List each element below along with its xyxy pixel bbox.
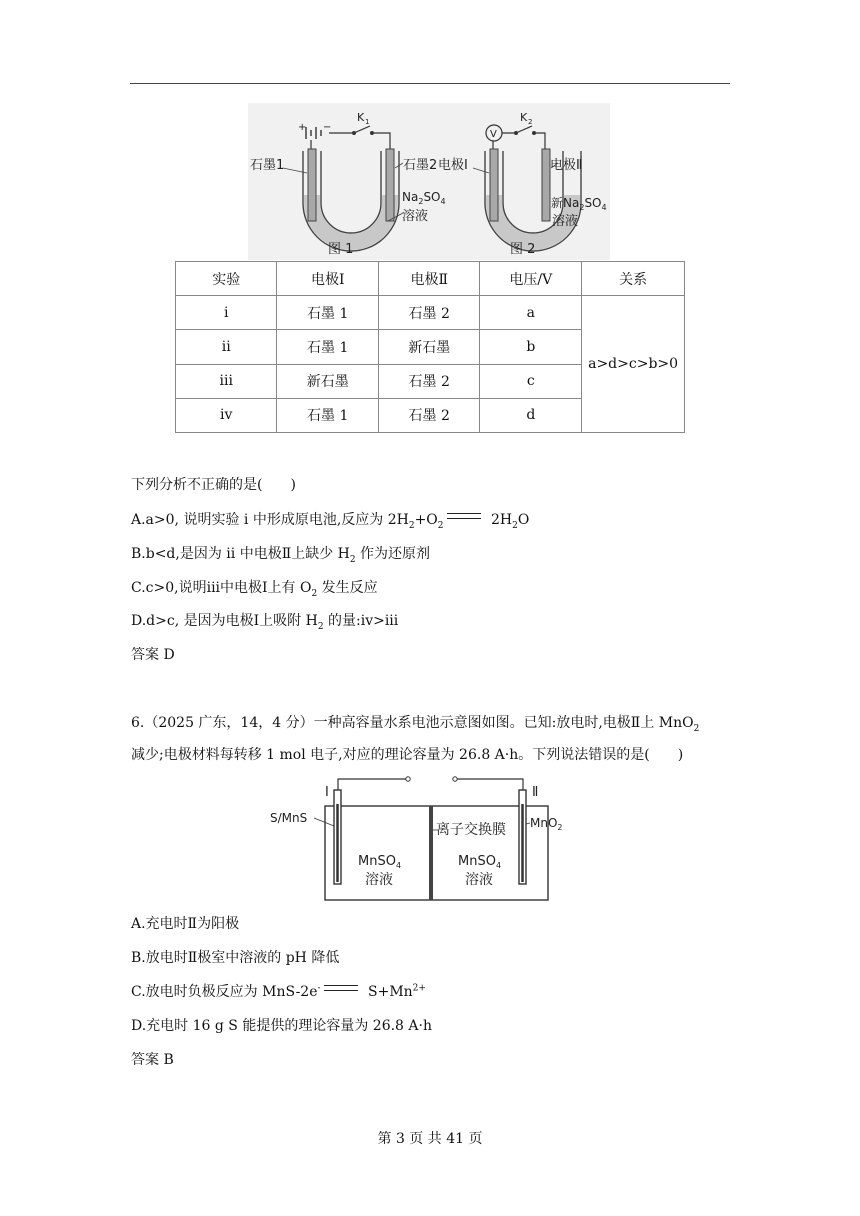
electrode-1 — [490, 149, 498, 221]
q6-option-d: D.充电时 16 g S 能提供的理论容量为 26.8 A·h — [131, 1018, 432, 1034]
switch-k2-label: K — [520, 111, 528, 124]
header-cell: 关系 — [582, 262, 685, 296]
svg-text:1: 1 — [365, 118, 370, 126]
svg-text:V: V — [490, 129, 497, 140]
mno2-label: MnO$_2$ — [530, 816, 563, 832]
electrolytic-cell — [325, 806, 548, 900]
equals-sign — [447, 513, 481, 519]
header-cell: 实验 — [176, 262, 277, 296]
q6-option-a: A.充电时Ⅱ为阳极 — [131, 916, 240, 932]
q5-option-c: C.c>0,说明iii中电极Ⅰ上有 $O_2$ 发生反应 — [131, 580, 378, 599]
battery-diagram — [268, 776, 588, 904]
table-cell: b — [480, 330, 582, 364]
q5-option-d: D.d>c, 是因为电极Ⅰ上吸附 $H_2$ 的量:iv>iii — [131, 613, 399, 632]
electrode-2 — [542, 149, 550, 221]
table-cell: 石墨 2 — [378, 296, 479, 330]
table-row — [176, 296, 685, 330]
new-na2so4-label: 新$Na_2SO_4$ — [551, 196, 607, 212]
q6-stem-line1: 6.（2025 广东，14，4 分）一种高容量水系电池示意图如图。已知:放电时,电极Ⅱ上 MnO$_2$ — [131, 715, 700, 734]
figure-1 — [250, 111, 446, 257]
left-solution-label: 溶液 — [365, 872, 393, 888]
switch-k1-label: K — [357, 111, 365, 124]
solution-label-1: 溶液 — [402, 209, 429, 224]
header-cell: 电极Ⅱ — [378, 262, 479, 296]
table-cell: 新石墨 — [378, 330, 479, 364]
table-cell: 石墨 1 — [277, 330, 378, 364]
solution-label-2: 溶液 — [552, 214, 579, 229]
q6-option-c: C.放电时负极反应为 MnS-2e- $S+Mn^{2+}$ — [131, 983, 426, 1000]
experiment-table — [175, 261, 685, 433]
electrode2-label: 电极Ⅱ — [550, 158, 583, 173]
q5-stem: 下列分析不正确的是( ) — [131, 477, 296, 493]
page-footer: 第 3 页 共 41 页 — [377, 1131, 483, 1147]
ion-exchange-membrane — [429, 806, 433, 900]
header-cell: 电极Ⅰ — [277, 262, 378, 296]
table-cell: 石墨 2 — [378, 364, 479, 398]
table-cell: 石墨 1 — [277, 398, 378, 432]
table-cell: c — [480, 364, 582, 398]
figure1-caption: 图 1 — [328, 242, 354, 257]
svg-text:2: 2 — [528, 118, 533, 126]
header-rule — [130, 83, 730, 84]
table-cell: ii — [176, 330, 277, 364]
table-cell: 石墨 2 — [378, 398, 479, 432]
graphite1-label: 石墨1 — [250, 158, 285, 173]
figure2-caption: 图 2 — [510, 242, 536, 257]
q6-stem-line2: 减少;电极材料每转移 1 mol 电子,对应的理论容量为 26.8 A·h。下列说法错误的是( ) — [131, 747, 684, 763]
graphite2-label: 石墨2 — [403, 158, 438, 173]
electrode1-label: Ⅰ — [325, 785, 329, 800]
electrolysis-diagram — [248, 103, 610, 260]
table-cell: i — [176, 296, 277, 330]
left-mnso4-label: MnSO$_4$ — [358, 854, 402, 870]
battery-figure — [268, 776, 588, 904]
graphite-electrode-2 — [386, 149, 394, 221]
table-cell: 石墨 1 — [277, 296, 378, 330]
equals-sign — [324, 985, 358, 991]
table-cell: a — [480, 296, 582, 330]
q6-option-b: B.放电时Ⅱ极室中溶液的 pH 降低 — [131, 950, 340, 966]
table-cell: iv — [176, 398, 277, 432]
table-cell: iii — [176, 364, 277, 398]
right-mnso4-label: MnSO$_4$ — [458, 854, 502, 870]
plus-sign: + — [298, 122, 307, 133]
q5-option-a: A.a>0, 说明实验 i 中形成原电池,反应为 $2H_2+O_2$ $2H_2O$ — [131, 512, 530, 531]
s-mns-label: S/MnS — [270, 811, 308, 825]
figure-2 — [438, 111, 607, 257]
electrode2-label: Ⅱ — [532, 785, 539, 800]
na2so4-label: $Na_2SO_4$ — [402, 190, 446, 206]
electrode1-label: 电极Ⅰ — [438, 158, 468, 173]
membrane-label: 离子交换膜 — [436, 822, 506, 838]
table-cell: d — [480, 398, 582, 432]
table-header-row — [176, 262, 685, 296]
header-cell: 电压/V — [480, 262, 582, 296]
q6-answer: 答案 B — [131, 1052, 174, 1068]
right-solution-label: 溶液 — [465, 872, 493, 888]
q5-option-b: B.b<d,是因为 ii 中电极Ⅱ上缺少 $H_2$ 作为还原剂 — [131, 546, 431, 565]
table-cell: 新石墨 — [277, 364, 378, 398]
figure-1-2 — [248, 103, 610, 260]
minus-sign: − — [323, 122, 332, 133]
q5-answer: 答案 D — [131, 647, 175, 663]
relation-cell: a>d>c>b>0 — [582, 296, 685, 433]
graphite-electrode-1 — [308, 149, 316, 221]
